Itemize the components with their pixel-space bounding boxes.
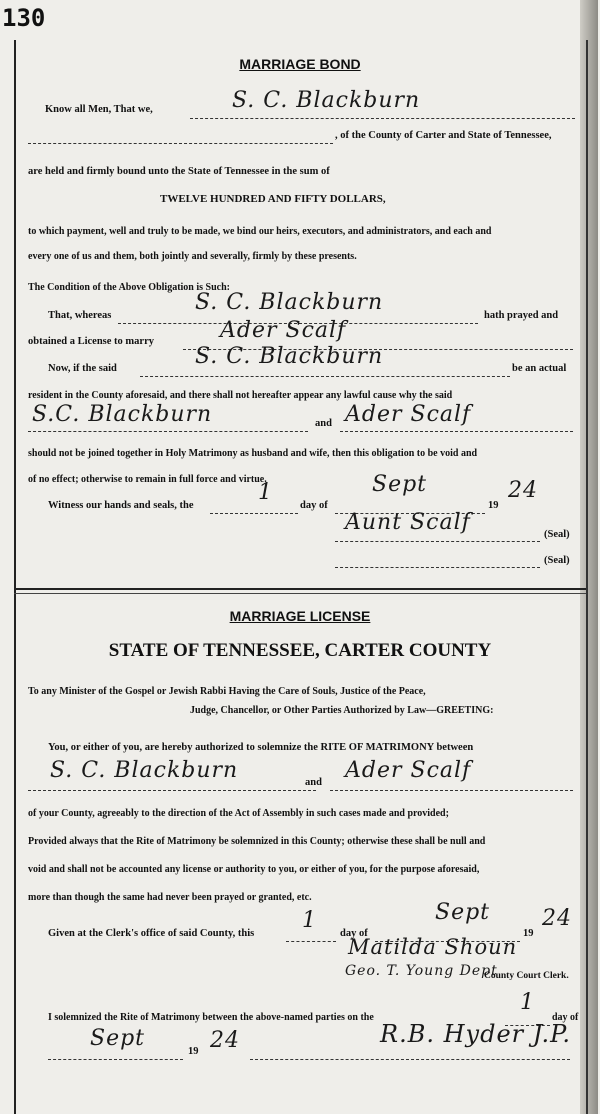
sol-day-handwriting: 1 bbox=[520, 990, 535, 1015]
signature-handwriting: Aunt Scalf bbox=[345, 510, 471, 535]
payment-text-1: to which payment, well and truly to be made, we bind our heirs, executors, and administrators, and each and bbox=[28, 226, 492, 237]
authorized-text: You, or either of you, are hereby authorized to solemnize the RITE OF MATRIMONY between bbox=[48, 742, 474, 753]
signature-line-2 bbox=[335, 567, 540, 568]
obtained-handwriting: Ader Scalf bbox=[220, 318, 347, 343]
officiant-line bbox=[250, 1059, 570, 1060]
clerk-signature-handwriting: Matilda Shoun bbox=[348, 935, 518, 959]
sol-month-line bbox=[48, 1059, 183, 1060]
county-text: , of the County of Carter and State of Tennessee, bbox=[335, 130, 552, 141]
license-names-handwriting-2: Ader Scalf bbox=[345, 758, 472, 783]
seal-1: (Seal) bbox=[544, 529, 570, 540]
officiant-signature-handwriting: R.B. Hyder J.P. bbox=[380, 1020, 572, 1048]
year-prefix: 19 bbox=[488, 500, 499, 511]
clerk-label: County Court Clerk. bbox=[484, 971, 569, 981]
condition-text: The Condition of the Above Obligation is Such: bbox=[28, 282, 230, 293]
page-number: 130 bbox=[2, 4, 46, 32]
said-line-2 bbox=[340, 431, 573, 432]
know-all-label: Know all Men, That we, bbox=[45, 104, 153, 115]
license-names-handwriting-1: S. C. Blackburn bbox=[50, 758, 239, 783]
section-divider-2 bbox=[14, 593, 586, 594]
said-handwriting-1: S.C. Blackburn bbox=[32, 402, 213, 427]
obtained-text: obtained a License to marry bbox=[28, 336, 154, 347]
deputy-signature-handwriting: Geo. T. Young Dept bbox=[345, 963, 498, 979]
license-title: MARRIAGE LICENSE bbox=[229, 608, 371, 624]
that-whereas-label: That, whereas bbox=[48, 310, 112, 321]
sol-day-of-text: day of bbox=[552, 1012, 579, 1023]
solemnized-text: I solemnized the Rite of Matrimony between the above-named parties on the bbox=[48, 1012, 374, 1023]
greeting-line-2: Judge, Chancellor, or Other Parties Authorized by Law—GREETING: bbox=[190, 705, 494, 716]
given-day-handwriting: 1 bbox=[302, 908, 317, 933]
witness-month-handwriting: Sept bbox=[372, 472, 428, 497]
license-heading: STATE OF TENNESSEE, CARTER COUNTY bbox=[108, 640, 492, 661]
payment-text-2: every one of us and them, both jointly and severally, firmly by these presents. bbox=[28, 251, 357, 262]
day-of-text: day of bbox=[300, 500, 328, 511]
and-text: and bbox=[315, 418, 332, 429]
effect-text: of no effect; otherwise to remain in full force and virtue. bbox=[28, 474, 267, 485]
amount-text: TWELVE HUNDRED AND FIFTY DOLLARS, bbox=[160, 193, 386, 205]
section-divider bbox=[14, 588, 586, 590]
given-day-line bbox=[286, 941, 336, 942]
held-text: are held and firmly bound unto the State of Tennessee in the sum of bbox=[28, 166, 330, 177]
said-handwriting-2: Ader Scalf bbox=[345, 402, 472, 427]
given-month-handwriting: Sept bbox=[435, 900, 491, 925]
witness-text: Witness our hands and seals, the bbox=[48, 500, 194, 511]
sol-month-handwriting: Sept bbox=[90, 1026, 146, 1051]
witness-year-handwriting: 24 bbox=[508, 478, 538, 503]
sol-year-handwriting: 24 bbox=[210, 1028, 240, 1053]
whereas-handwriting: S. C. Blackburn bbox=[195, 290, 384, 315]
given-day-of-text: day of bbox=[340, 928, 368, 939]
now-if-line bbox=[140, 376, 510, 377]
license-and-text: and bbox=[305, 777, 322, 788]
be-actual-text: be an actual bbox=[512, 363, 567, 374]
license-names-line-1 bbox=[28, 790, 316, 791]
more-text: more than though the same had never been prayed or granted, etc. bbox=[28, 892, 312, 903]
provided-text: Provided always that the Rite of Matrimony be solemnized in this County; otherwise these shall be null and bbox=[28, 836, 486, 847]
witness-day-line bbox=[210, 513, 298, 514]
signature-line-1 bbox=[335, 541, 540, 542]
said-line-1 bbox=[28, 431, 308, 432]
county-line-blank bbox=[28, 143, 333, 144]
license-names-line-2 bbox=[330, 790, 573, 791]
names-line bbox=[190, 118, 575, 119]
resident-text: resident in the County aforesaid, and there shall not hereafter appear any lawful cause why the said bbox=[28, 390, 453, 401]
greeting-line-1: To any Minister of the Gospel or Jewish Rabbi Having the Care of Souls, Justice of the Peace, bbox=[28, 686, 426, 697]
given-year-handwriting: 24 bbox=[542, 906, 572, 931]
county-direction-text: of your County, agreeably to the direction of the Act of Assembly in such cases made and provided; bbox=[28, 808, 449, 819]
names-handwriting: S. C. Blackburn bbox=[232, 88, 421, 113]
now-if-label: Now, if the said bbox=[48, 363, 117, 374]
given-text: Given at the Clerk's office of said County, this bbox=[48, 928, 255, 939]
void-text: void and shall not be accounted any license or authority to you, or either of you, for the purpose aforesaid, bbox=[28, 864, 480, 875]
should-text: should not be joined together in Holy Matrimony as husband and wife, then this obligation to be void and bbox=[28, 448, 478, 459]
seal-2: (Seal) bbox=[544, 555, 570, 566]
witness-day-handwriting: 1 bbox=[258, 480, 273, 505]
bond-title: MARRIAGE BOND bbox=[239, 56, 361, 72]
hath-prayed-text: hath prayed and bbox=[484, 310, 559, 321]
sol-year-prefix: 19 bbox=[188, 1046, 199, 1057]
given-year-prefix: 19 bbox=[523, 928, 534, 939]
now-if-handwriting: S. C. Blackburn bbox=[195, 344, 384, 369]
